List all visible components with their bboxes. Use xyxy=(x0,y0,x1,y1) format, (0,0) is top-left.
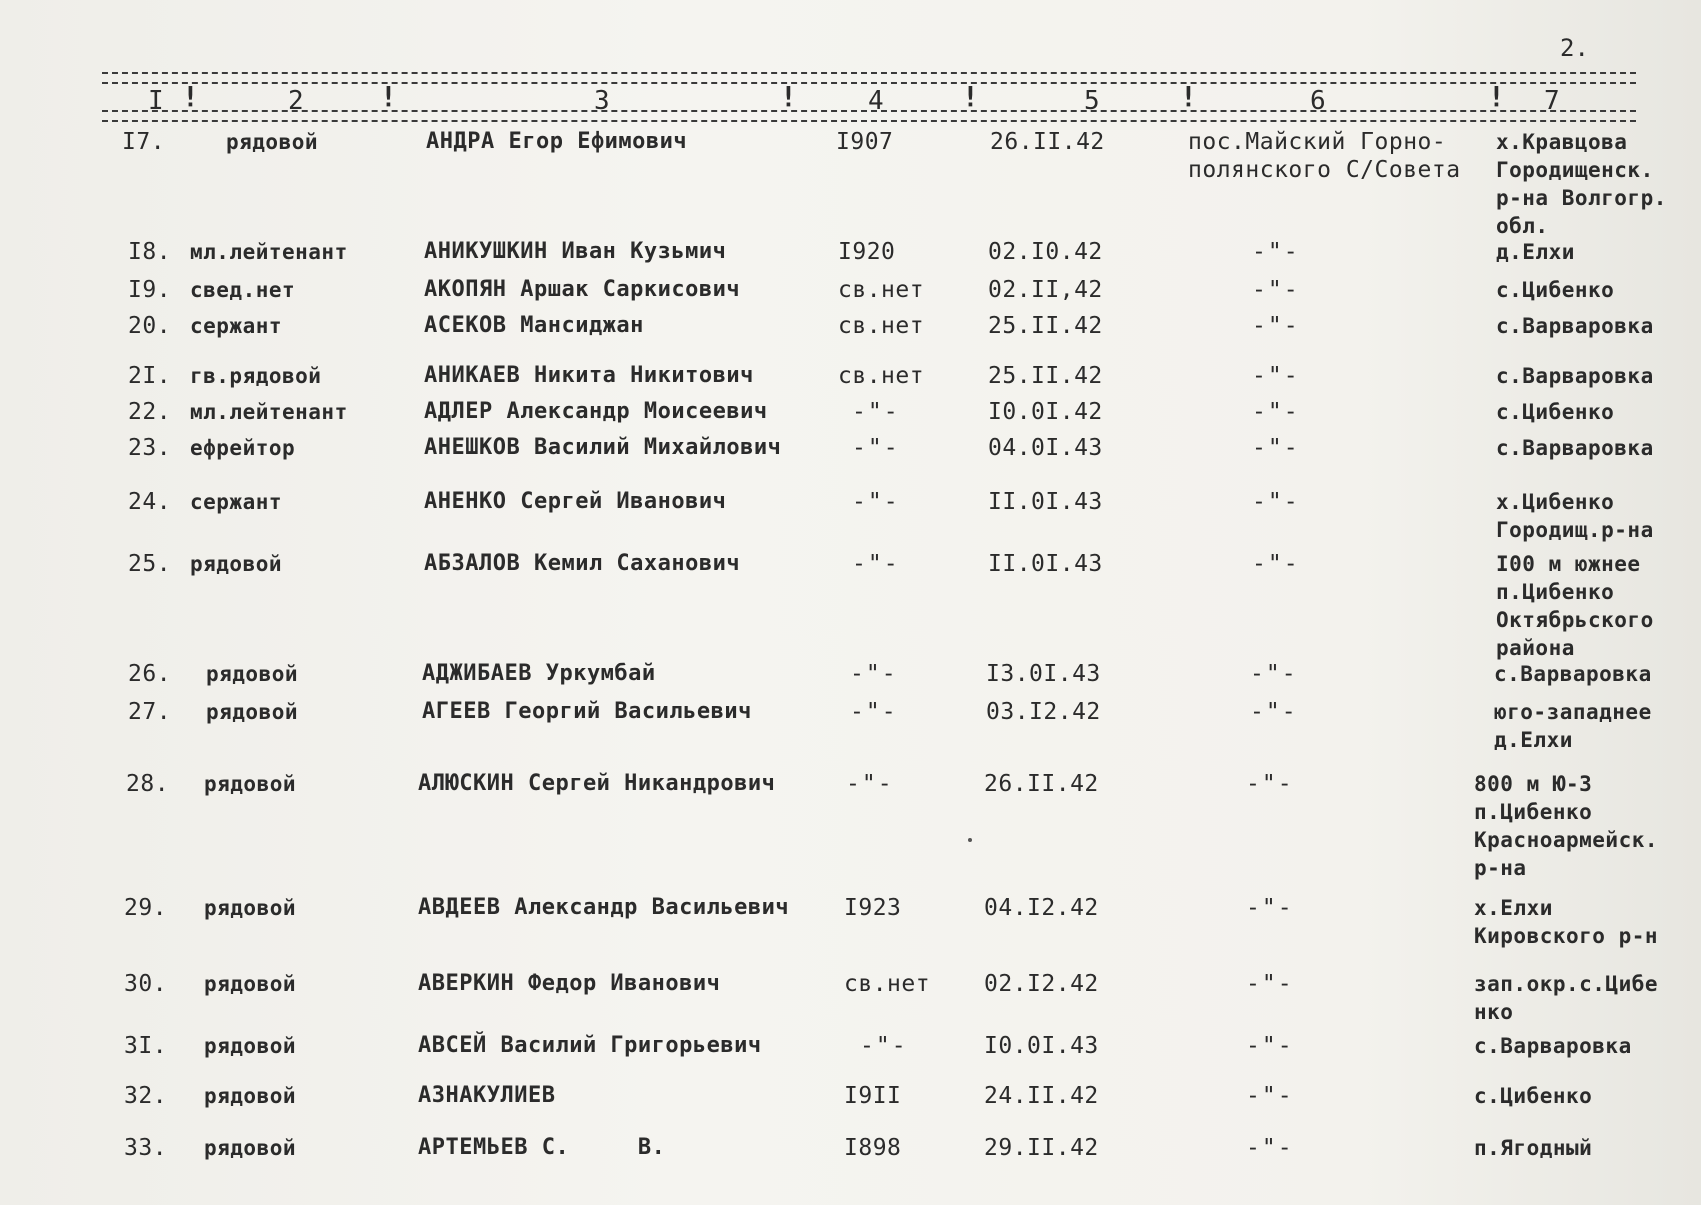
row-death-date: II.0I.43 xyxy=(988,489,1103,515)
header-rule-top-2 xyxy=(102,82,1636,84)
row-number: 2I. xyxy=(128,363,172,389)
row-burial-place: с.Цибенко xyxy=(1496,400,1615,424)
row-burial-place: с.Цибенко xyxy=(1474,1084,1593,1108)
row-name: АЗНАКУЛИЕВ xyxy=(418,1083,556,1108)
header-col-2: 2 xyxy=(288,86,304,116)
row-death-date: 04.0I.43 xyxy=(988,435,1103,461)
row-rank: рядовой xyxy=(204,772,297,796)
page-number: 2. xyxy=(1560,34,1589,62)
row-number: I9. xyxy=(128,277,172,303)
row-place-of-death: -"- xyxy=(1246,1135,1294,1161)
row-birth-year: I920 xyxy=(838,239,896,265)
row-place-of-death: -"- xyxy=(1252,399,1300,425)
row-birth-year: -"- xyxy=(846,771,894,797)
row-name: АКОПЯН Аршак Саркисович xyxy=(424,277,741,302)
row-place-of-death: -"- xyxy=(1252,313,1300,339)
row-burial-place: зап.окр.с.Цибе нко xyxy=(1474,972,1659,1024)
row-birth-year: -"- xyxy=(850,699,898,725)
row-number: 26. xyxy=(128,661,172,687)
header-rule-top xyxy=(102,72,1636,74)
row-rank: ефрейтор xyxy=(190,436,296,460)
row-number: 23. xyxy=(128,435,172,461)
row-place-of-death: -"- xyxy=(1250,699,1298,725)
row-name: АГЕЕВ Георгий Васильевич xyxy=(422,699,752,724)
row-death-date: 24.II.42 xyxy=(984,1083,1099,1109)
row-burial-place: х.Цибенко Городищ.р-на xyxy=(1496,490,1654,542)
row-place-of-death: -"- xyxy=(1252,239,1300,265)
row-place-of-death: -"- xyxy=(1252,363,1300,389)
row-rank: рядовой xyxy=(206,700,299,724)
row-number: 27. xyxy=(128,699,172,725)
row-death-date: 04.I2.42 xyxy=(984,895,1099,921)
row-death-date: 02.I0.42 xyxy=(988,239,1103,265)
row-death-date: II.0I.43 xyxy=(988,551,1103,577)
row-name: АСЕКОВ Мансиджан xyxy=(424,313,644,338)
row-birth-year: I9II xyxy=(844,1083,902,1109)
ink-dot xyxy=(968,838,972,842)
row-birth-year: св.нет xyxy=(838,363,925,389)
row-death-date: 26.II.42 xyxy=(990,129,1105,155)
row-place-of-death: -"- xyxy=(1246,1083,1294,1109)
row-birth-year: св.нет xyxy=(844,971,931,997)
header-separator: ! xyxy=(962,80,979,113)
row-rank: гв.рядовой xyxy=(190,364,322,388)
row-rank: рядовой xyxy=(226,130,319,154)
row-burial-place: 800 м Ю-З п.Цибенко Красноармейск. р-на xyxy=(1474,772,1659,880)
row-place-of-death: -"- xyxy=(1252,277,1300,303)
row-place-of-death: -"- xyxy=(1250,661,1298,687)
header-col-7: 7 xyxy=(1544,86,1560,116)
header-separator: ! xyxy=(182,80,199,113)
row-death-date: 02.I2.42 xyxy=(984,971,1099,997)
header-separator: ! xyxy=(1180,80,1197,113)
header-separator: ! xyxy=(380,80,397,113)
header-col-4: 4 xyxy=(868,86,884,116)
row-number: 29. xyxy=(124,895,168,921)
row-number: I8. xyxy=(128,239,172,265)
row-rank: сержант xyxy=(190,490,283,514)
row-birth-year: I923 xyxy=(844,895,902,921)
header-col-1: I xyxy=(148,86,164,116)
row-rank: рядовой xyxy=(204,1084,297,1108)
row-name: АНИКУШКИН Иван Кузьмич xyxy=(424,239,727,264)
row-death-date: 02.II,42 xyxy=(988,277,1103,303)
row-rank: рядовой xyxy=(204,972,297,996)
row-place-of-death: пос.Майский Горно- полянского С/Совета xyxy=(1188,129,1461,183)
row-place-of-death: -"- xyxy=(1252,551,1300,577)
row-place-of-death: -"- xyxy=(1246,1033,1294,1059)
row-burial-place: I00 м южнее п.Цибенко Октябрьского района xyxy=(1496,552,1654,660)
row-birth-year: -"- xyxy=(852,489,900,515)
row-name: АДЛЕР Александр Моисеевич xyxy=(424,399,768,424)
row-death-date: 25.II.42 xyxy=(988,313,1103,339)
row-rank: сержант xyxy=(190,314,283,338)
row-rank: рядовой xyxy=(190,552,283,576)
row-rank: мл.лейтенант xyxy=(190,240,348,264)
row-death-date: 29.II.42 xyxy=(984,1135,1099,1161)
row-name: АВЕРКИН Федор Иванович xyxy=(418,971,721,996)
row-death-date: 03.I2.42 xyxy=(986,699,1101,725)
row-death-date: 26.II.42 xyxy=(984,771,1099,797)
row-rank: рядовой xyxy=(204,1034,297,1058)
row-name: АВСЕЙ Василий Григорьевич xyxy=(418,1033,762,1058)
row-rank: свед.нет xyxy=(190,278,296,302)
row-burial-place: с.Варваровка xyxy=(1494,662,1652,686)
row-rank: рядовой xyxy=(204,1136,297,1160)
header-separator: ! xyxy=(780,80,797,113)
row-name: АБЗАЛОВ Кемил Саханович xyxy=(424,551,741,576)
row-number: 25. xyxy=(128,551,172,577)
row-burial-place: с.Варваровка xyxy=(1496,436,1654,460)
row-birth-year: -"- xyxy=(852,435,900,461)
row-death-date: 25.II.42 xyxy=(988,363,1103,389)
row-name: АРТЕМЬЕВ С. В. xyxy=(418,1135,666,1160)
header-col-6: 6 xyxy=(1310,86,1326,116)
row-number: 32. xyxy=(124,1083,168,1109)
row-name: АВДЕЕВ Александр Васильевич xyxy=(418,895,790,920)
row-death-date: I3.0I.43 xyxy=(986,661,1101,687)
row-burial-place: с.Цибенко xyxy=(1496,278,1615,302)
row-number: 28. xyxy=(126,771,170,797)
row-burial-place: п.Ягодный xyxy=(1474,1136,1593,1160)
row-place-of-death: -"- xyxy=(1252,435,1300,461)
row-death-date: I0.0I.43 xyxy=(984,1033,1099,1059)
row-number: 33. xyxy=(124,1135,168,1161)
row-name: АНДРА Егор Ефимович xyxy=(426,129,688,154)
row-birth-year: св.нет xyxy=(838,313,925,339)
row-name: АНЕШКОВ Василий Михайлович xyxy=(424,435,782,460)
row-place-of-death: -"- xyxy=(1246,771,1294,797)
row-burial-place: д.Елхи xyxy=(1496,240,1575,264)
row-number: 20. xyxy=(128,313,172,339)
row-number: 30. xyxy=(124,971,168,997)
header-rule-bottom xyxy=(102,110,1636,112)
row-place-of-death: -"- xyxy=(1246,895,1294,921)
row-number: 22. xyxy=(128,399,172,425)
row-rank: рядовой xyxy=(206,662,299,686)
header-col-3: 3 xyxy=(594,86,610,116)
row-birth-year: I898 xyxy=(844,1135,902,1161)
row-place-of-death: -"- xyxy=(1252,489,1300,515)
row-birth-year: -"- xyxy=(860,1033,908,1059)
row-burial-place: с.Варваровка xyxy=(1496,314,1654,338)
row-number: 24. xyxy=(128,489,172,515)
row-burial-place: с.Варваровка xyxy=(1474,1034,1632,1058)
row-name: АНЕНКО Сергей Иванович xyxy=(424,489,727,514)
row-name: АНИКАЕВ Никита Никитович xyxy=(424,363,754,388)
row-rank: рядовой xyxy=(204,896,297,920)
header-col-5: 5 xyxy=(1084,86,1100,116)
row-burial-place: с.Варваровка xyxy=(1496,364,1654,388)
row-birth-year: -"- xyxy=(852,399,900,425)
row-number: 3I. xyxy=(124,1033,168,1059)
row-birth-year: I907 xyxy=(836,129,894,155)
row-name: АДЖИБАЕВ Уркумбай xyxy=(422,661,656,686)
header-separator: ! xyxy=(1488,80,1505,113)
row-name: АЛЮСКИН Сергей Никандрович xyxy=(418,771,776,796)
row-number: I7. xyxy=(122,129,166,155)
row-birth-year: -"- xyxy=(852,551,900,577)
header-rule-bottom-2 xyxy=(102,120,1636,122)
row-burial-place: юго-западнее д.Елхи xyxy=(1494,700,1652,752)
row-birth-year: св.нет xyxy=(838,277,925,303)
row-burial-place: х.Кравцова Городищенск. р-на Волгогр. обл. xyxy=(1496,130,1667,238)
row-birth-year: -"- xyxy=(850,661,898,687)
row-death-date: I0.0I.42 xyxy=(988,399,1103,425)
row-place-of-death: -"- xyxy=(1246,971,1294,997)
row-rank: мл.лейтенант xyxy=(190,400,348,424)
row-burial-place: х.Елхи Кировского р-н xyxy=(1474,896,1659,948)
